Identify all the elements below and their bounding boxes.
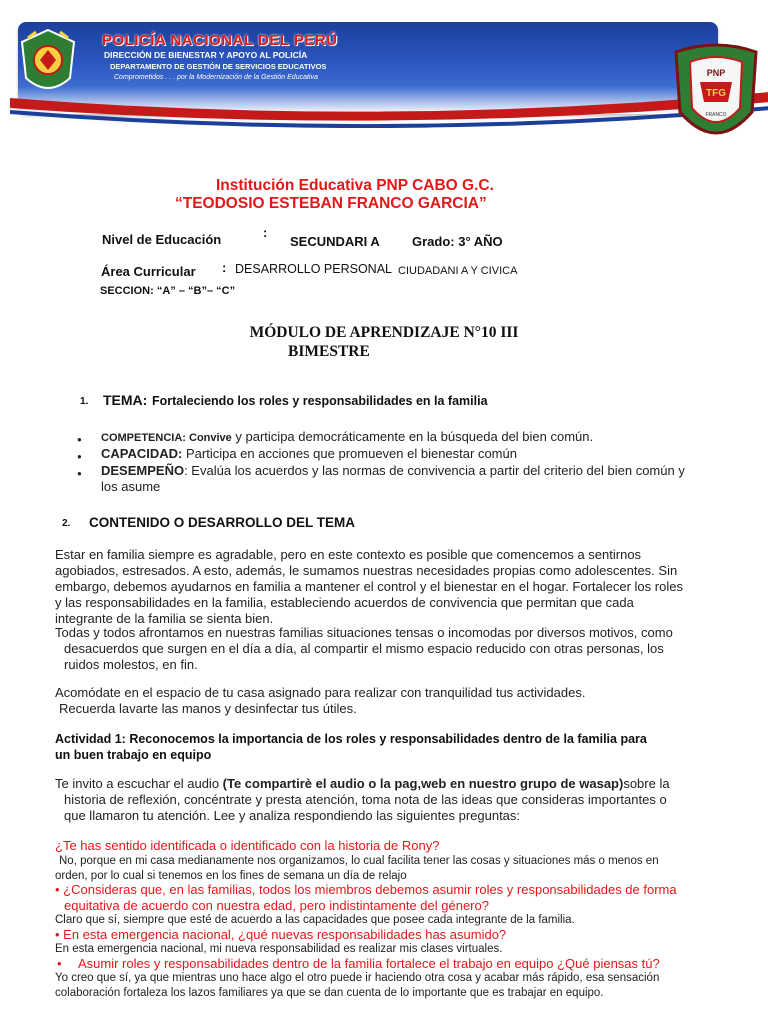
tema-label: TEMA: xyxy=(103,392,148,408)
paragraph-2 xyxy=(55,625,767,673)
area-value: DESARROLLO PERSONAL xyxy=(235,262,392,276)
banner-motto: Comprometidos . . . por la Modernización de la Gestión Educativa xyxy=(114,74,318,81)
crest-mid-label: TFG xyxy=(706,88,726,99)
header-banner xyxy=(10,22,762,140)
nivel-label: Nivel de Educación xyxy=(102,232,222,247)
text-line: orden, por lo cual si tenemos en los fines de semana un día de relajo xyxy=(55,870,407,882)
question-3: • En esta emergencia nacional, ¿qué nuevas responsabilidades has asumido? xyxy=(55,927,507,942)
tema-title: Fortaleciendo los roles y responsabilidades en la familia xyxy=(152,394,488,408)
text-line: Todas y todos afrontamos en nuestras familias situaciones tensas o incomodas por diversos motivos, como xyxy=(55,625,673,640)
area-label: Área Curricular xyxy=(101,264,196,279)
answer-2: Claro que sí, siempre que esté de acuerdo a las capacidades que posee cada integrante de la familia. xyxy=(55,914,575,926)
bullet-text: : Evalúa los acuerdos y las normas de convivencia a partir del criterio del bien común y xyxy=(184,463,685,478)
seccion-label: SECCION: “A” – “B”– “C” xyxy=(100,285,236,297)
module-title: MÓDULO DE APRENDIZAJE N°10 III xyxy=(249,324,519,341)
text-line: y las responsabilidades en la familia, estableciendo acuerdos de convivencia que permitan que cada xyxy=(55,595,634,610)
nivel-colon: : xyxy=(263,225,268,240)
text-span: Te invito a escuchar el audio xyxy=(55,776,223,791)
text-line: un buen trabajo en equipo xyxy=(55,748,212,762)
bullet-label: COMPETENCIA: Convive xyxy=(101,432,232,444)
text-line: que llamaron tu atención. Lee y analiza respondiendo las siguientes preguntas: xyxy=(64,808,521,823)
text-line: Actividad 1: Reconocemos la importancia de los roles y responsabilidades dentro de la familia para xyxy=(55,732,647,746)
banner-swoosh xyxy=(10,88,768,128)
paragraph-1 xyxy=(55,547,767,627)
text-line: colaboración fortaleza los lazos familiares ya que se dan cuenta de lo importante que es trabajar en equipo. xyxy=(55,987,604,999)
school-name: Institución Educativa PNP CABO G.C. xyxy=(216,177,494,194)
tema-number: 1. xyxy=(80,396,89,407)
question-2 xyxy=(55,882,767,914)
audio-instructions xyxy=(55,776,767,824)
school-patron-name: “TEODOSIO ESTEBAN FRANCO GARCIA” xyxy=(175,195,487,212)
contenido-title: CONTENIDO O DESARROLLO DEL TEMA xyxy=(89,515,356,530)
actividad-heading xyxy=(55,731,767,763)
school-crest-icon xyxy=(670,42,762,154)
text-line: Estar en familia siempre es agradable, pero en este contexto es posible que comencemos a sentirnos xyxy=(55,547,642,562)
question-4-bullet: • xyxy=(57,956,62,971)
answer-3: En esta emergencia nacional, mi nueva responsabilidad es realizar mis clases virtuales. xyxy=(55,943,503,955)
text-line: Recuerda lavarte las manos y desinfectar tus útiles. xyxy=(59,701,357,716)
text-line: No, porque en mi casa medianamente nos organizamos, lo cual facilita tener las cosas y situaciones más o menos en xyxy=(59,855,659,867)
grado-value: Grado: 3° AÑO xyxy=(412,234,503,249)
paragraph-3 xyxy=(55,685,767,717)
bullet-text-cont: los asume xyxy=(101,479,161,494)
crest-top-label: PNP xyxy=(706,68,726,78)
text-span: sobre la xyxy=(623,776,670,791)
banner-title: POLICÍA NACIONAL DEL PERÚ xyxy=(102,32,338,49)
banner-subtitle: DIRECCIÓN DE BIENESTAR Y APOYO AL POLICÍA xyxy=(104,50,308,60)
text-line: historia de reflexión, concéntrate y presta atención, toma nota de las ideas que consideras importantes o xyxy=(64,792,667,807)
bullet-text: Participa en acciones que promueven el bienestar común xyxy=(182,446,517,461)
nivel-value: SECUNDARI A xyxy=(290,234,380,249)
bullet-capacidad xyxy=(101,446,761,462)
text-line: Yo creo que sí, ya que mientras uno hace algo el otro puede ir haciendo otra cosa y acabar más rápido, esa sensación xyxy=(55,972,660,984)
text-line: Acomódate en el espacio de tu casa asignado para realizar con tranquilidad tus actividades. xyxy=(55,685,586,700)
text-line: equitativa de acuerdo con nuestra edad, pero indistintamente del género? xyxy=(64,898,489,913)
banner-department: DEPARTAMENTO DE GESTIÓN DE SERVICIOS EDUCATIVOS xyxy=(110,62,327,71)
text-line: desacuerdos que surgen en el día a día, al compartir el mismo espacio reducido con otras personas, los xyxy=(64,641,664,656)
bullet-competencia xyxy=(101,429,761,446)
bullet-label: DESEMPEÑO xyxy=(101,463,185,478)
question-4: Asumir roles y responsabilidades dentro de la familia fortalece el trabajo en equipo ¿Qué piensas tú? xyxy=(78,956,660,971)
bullet-desempeno xyxy=(101,463,761,495)
text-line: embargo, debemos ayudarnos en familia a mantener el control y el bienestar en el hogar. Fortalecer los roles xyxy=(55,579,683,594)
answer-4 xyxy=(55,971,767,1001)
bullet-text: y participa democráticamente en la búsqueda del bien común. xyxy=(231,429,594,444)
text-line: ruidos molestos, en fin. xyxy=(64,657,198,672)
bullet-label: CAPACIDAD: xyxy=(101,446,183,461)
text-line: agobiados, estresados. A esto, además, le sumamos nuestras necesidades propias como adolescentes. Sin xyxy=(55,563,678,578)
question-1: ¿Te has sentido identificada o identificado con la historia de Rony? xyxy=(55,838,440,853)
text-line: • ¿Consideras que, en las familias, todos los miembros debemos asumir roles y responsabilidades de forma xyxy=(55,882,677,897)
crest-bottom-label: FRANCO xyxy=(705,112,727,118)
module-title-2: BIMESTRE xyxy=(288,343,370,360)
area-colon: : xyxy=(222,260,227,275)
area-value-2: CIUDADANI A Y CIVICA xyxy=(398,265,518,277)
answer-1 xyxy=(55,854,767,884)
contenido-number: 2. xyxy=(62,518,71,529)
text-span-bold: (Te compartirè el audio o la pag,web en nuestro grupo de wasap) xyxy=(222,776,624,791)
text-line: integrante de la familia se sienta bien. xyxy=(55,611,274,626)
